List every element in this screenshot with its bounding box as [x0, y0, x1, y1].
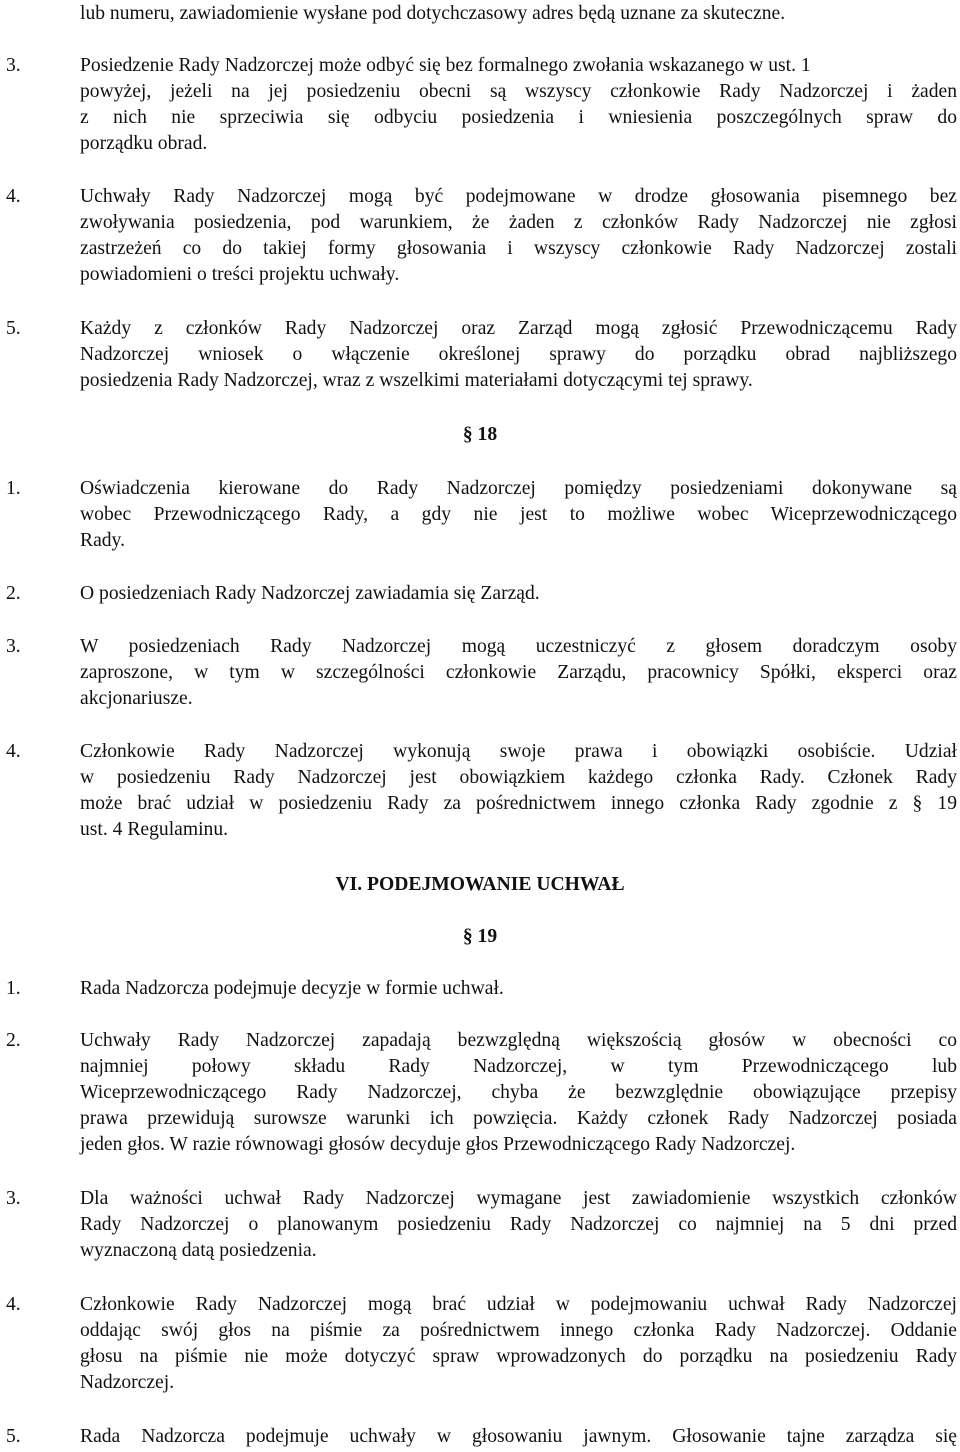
section-sign: § — [462, 424, 473, 445]
chapter-title: VI. PODEJMOWANIE UCHWAŁ — [335, 874, 625, 895]
text-line: Rady. — [80, 530, 125, 551]
text-line: może brać udział w posiedzeniu Rady za pośrednictwem innego członka Rady zgodnie z § 19 — [80, 793, 957, 814]
text-line: Rady Nadzorczej o planowanym posiedzeniu Rady Nadzorczej co najmniej na 5 dni przed — [80, 1214, 957, 1235]
text-line: zwoływania posiedzenia, pod warunkiem, że żaden z członków Rady Nadzorczej nie zgłosi — [80, 212, 957, 233]
section-number: 18 — [477, 424, 498, 445]
text-line: powyżej, jeżeli na jej posiedzeniu obecni są wszyscy członkowie Rady Nadzorczej i żaden — [80, 81, 957, 102]
item-number: 4. — [6, 186, 21, 207]
section-heading-19 — [0, 924, 960, 950]
text-line: zaproszone, w tym w szczególności członkowie Zarządu, pracownicy Spółki, eksperci oraz — [80, 662, 957, 683]
text-line: jeden głos. W razie równowagi głosów decyduje głos Przewodniczącego Rady Nadzorczej. — [80, 1134, 796, 1155]
text-line: powiadomieni o treści projektu uchwały. — [80, 264, 400, 285]
text-line: porządku obrad. — [80, 133, 208, 154]
text-line: głosu na piśmie nie może dotyczyć spraw wprowadzonych do porządku na posiedzeniu Rady — [80, 1346, 957, 1367]
text-line: oddając swój głos na piśmie za pośrednictwem innego członka Rady Nadzorczej. Oddanie — [80, 1320, 957, 1341]
text-line: Każdy z członków Rady Nadzorczej oraz Zarząd mogą zgłosić Przewodniczącemu Rady — [80, 318, 957, 339]
text-line: ust. 4 Regulaminu. — [80, 819, 229, 840]
text-line: prawa przewidują surowsze warunki ich powzięcia. Każdy członek Rady Nadzorczej posiada — [80, 1108, 957, 1129]
text-line: Członkowie Rady Nadzorczej mogą brać udział w podejmowaniu uchwał Rady Nadzorczej — [80, 1294, 957, 1315]
text-line: wobec Przewodniczącego Rady, a gdy nie jest to możliwe wobec Wiceprzewodniczącego — [80, 504, 957, 525]
text-line: z nich nie sprzeciwia się odbyciu posiedzenia i wniesienia poszczególnych spraw do — [80, 107, 957, 128]
text-line: Nadzorczej wniosek o włączenie określonej sprawy do porządku obrad najbliższego — [80, 344, 957, 365]
text-line: najmniej połowy składu Rady Nadzorczej, w tym Przewodniczącego lub — [80, 1056, 957, 1077]
section-sign: § — [462, 926, 473, 947]
text-line: Oświadczenia kierowane do Rady Nadzorczej pomiędzy posiedzeniami dokonywane są — [80, 478, 957, 499]
text-line: W posiedzeniach Rady Nadzorczej mogą uczestniczyć z głosem doradczym osoby — [80, 636, 957, 657]
item-number: 1. — [6, 978, 21, 999]
text-line: Wiceprzewodniczącego Rady Nadzorczej, chyba że bezwzględnie obowiązujące przepisy — [80, 1082, 957, 1103]
text-line: posiedzenia Rady Nadzorczej, wraz z wszelkimi materiałami dotyczącymi tej sprawy. — [80, 370, 753, 391]
text-line: Członkowie Rady Nadzorczej wykonują swoje prawa i obowiązki osobiście. Udział — [80, 741, 957, 762]
text-line: akcjonariusze. — [80, 688, 193, 709]
text-line: lub numeru, zawiadomienie wysłane pod dotychczasowy adres będą uznane za skuteczne. — [80, 3, 786, 24]
item-number: 5. — [6, 1426, 21, 1447]
text-line: Dla ważności uchwał Rady Nadzorczej wymagane jest zawiadomienie wszystkich członków — [80, 1188, 957, 1209]
text-line: Nadzorczej. — [80, 1372, 175, 1393]
text-line: Posiedzenie Rady Nadzorczej może odbyć się bez formalnego zwołania wskazanego w ust. 1 — [80, 55, 811, 76]
item-number: 1. — [6, 478, 21, 499]
text-line: Uchwały Rady Nadzorczej mogą być podejmowane w drodze głosowania pisemnego bez — [80, 186, 957, 207]
item-number: 4. — [6, 741, 21, 762]
item-number: 3. — [6, 1188, 21, 1209]
item-number: 2. — [6, 1030, 21, 1051]
text-line: w posiedzeniu Rady Nadzorczej jest obowiązkiem każdego członka Rady. Członek Rady — [80, 767, 957, 788]
section-heading-18 — [0, 422, 960, 448]
item-number: 3. — [6, 636, 21, 657]
item-number: 2. — [6, 583, 21, 604]
item-number: 4. — [6, 1294, 21, 1315]
text-line: wyznaczoną datą posiedzenia. — [80, 1240, 317, 1261]
text-line: O posiedzeniach Rady Nadzorczej zawiadamia się Zarząd. — [80, 583, 540, 604]
text-line: Uchwały Rady Nadzorczej zapadają bezwzględną większością głosów w obecności co — [80, 1030, 957, 1051]
item-number: 3. — [6, 55, 21, 76]
item-number: 5. — [6, 318, 21, 339]
text-line: zastrzeżeń co do takiej formy głosowania i wszyscy członkowie Rady Nadzorczej zostali — [80, 238, 957, 259]
text-line: Rada Nadzorcza podejmuje uchwały w głosowaniu jawnym. Głosowanie tajne zarządza się — [80, 1426, 957, 1447]
section-number: 19 — [477, 926, 498, 947]
text-line: Rada Nadzorcza podejmuje decyzje w formie uchwał. — [80, 978, 504, 999]
